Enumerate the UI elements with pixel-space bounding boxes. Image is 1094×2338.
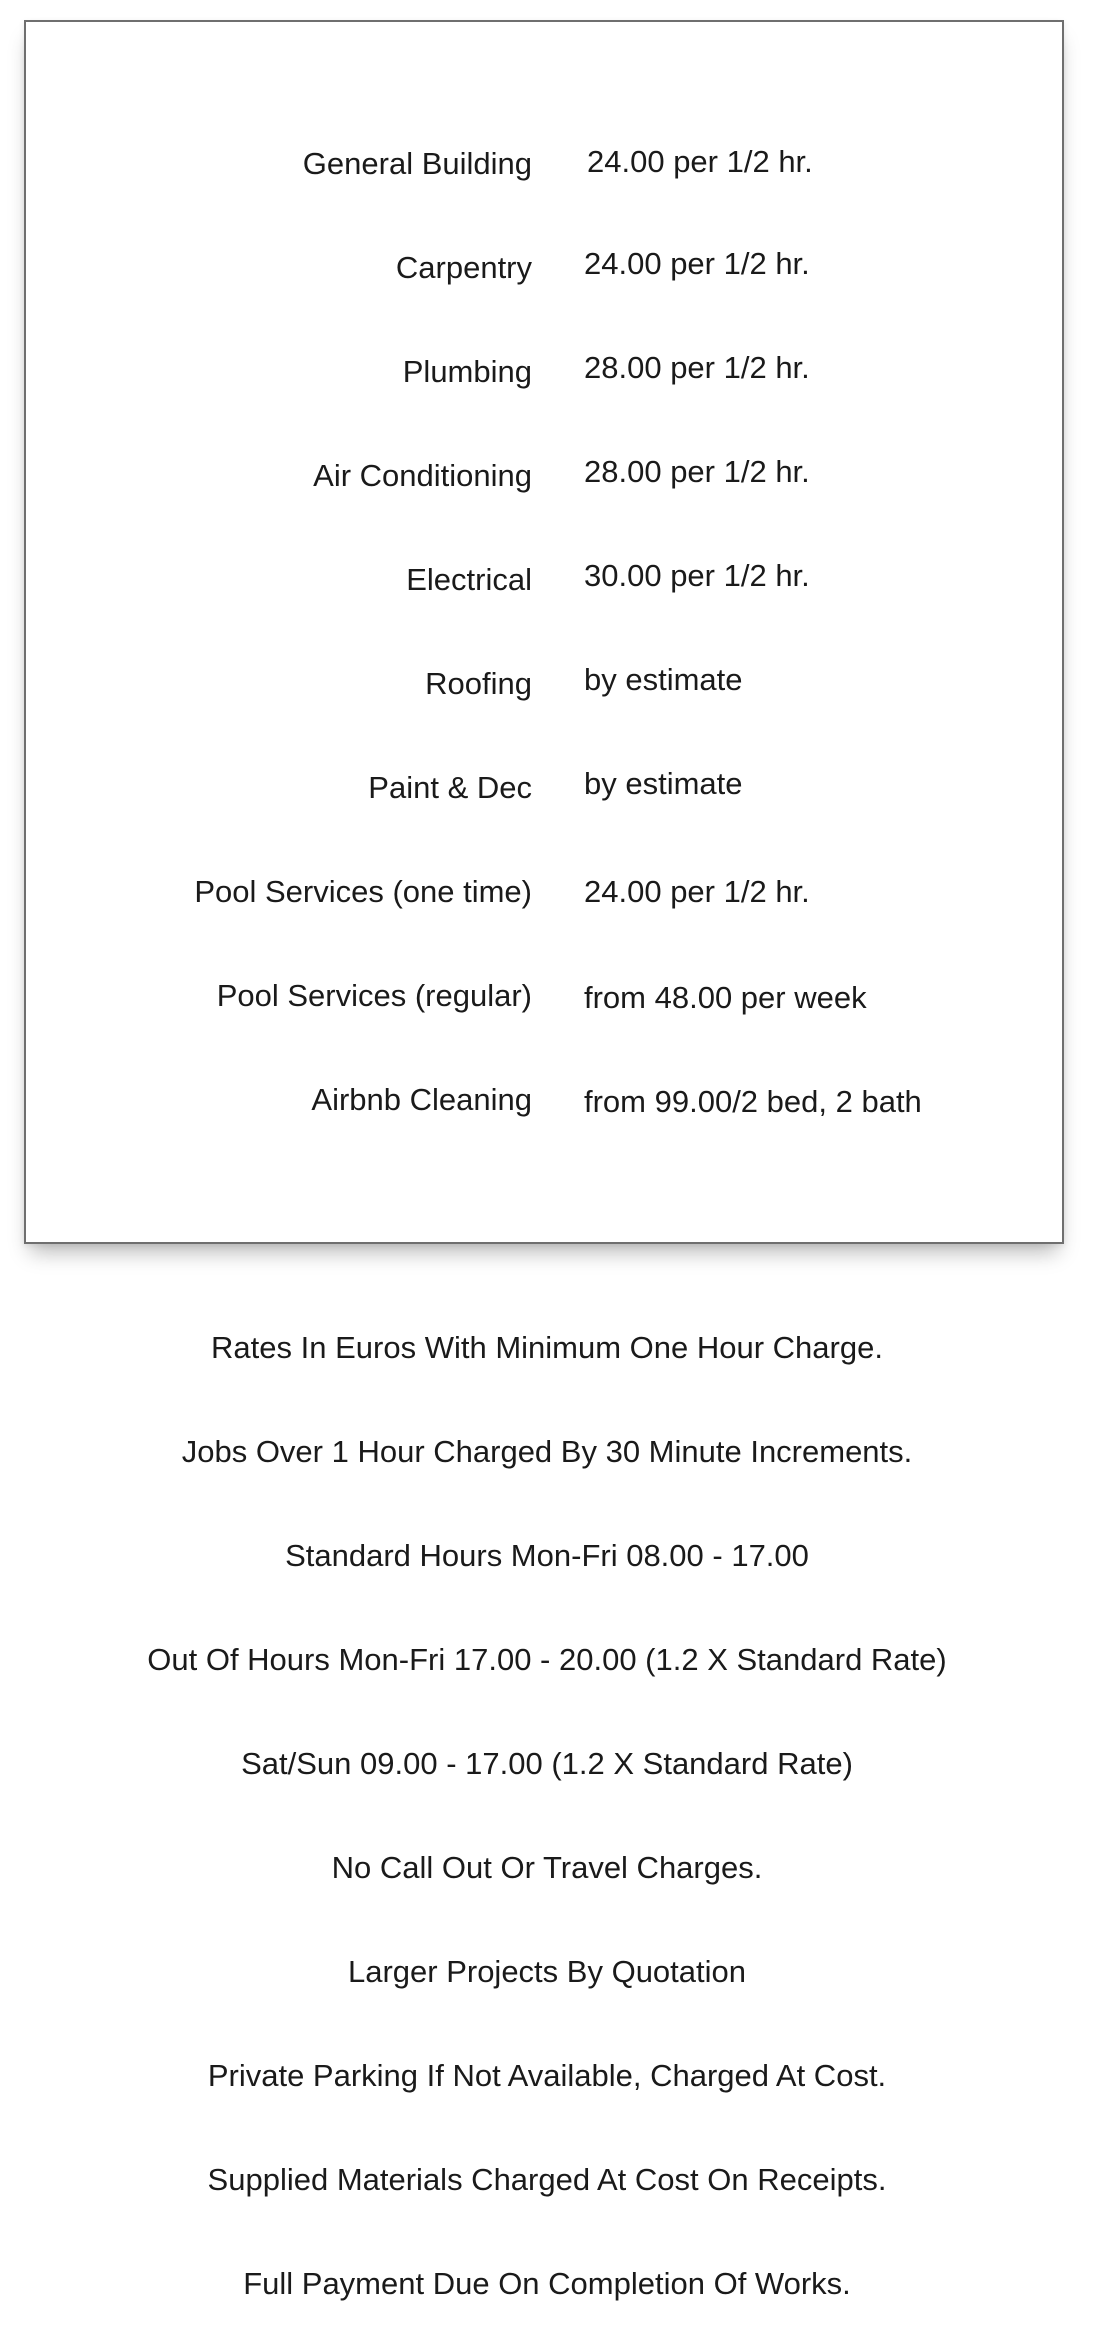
rate-row <box>26 550 1062 610</box>
service-label: General Building <box>302 146 532 181</box>
rates-table <box>24 20 1064 1244</box>
terms-note: Full Payment Due On Completion Of Works. <box>243 2266 851 2301</box>
terms-note: Supplied Materials Charged At Cost On Receipts. <box>207 2162 887 2197</box>
service-price: 28.00 per 1/2 hr. <box>584 350 810 385</box>
service-label: Plumbing <box>402 354 532 389</box>
rate-row <box>26 238 1062 298</box>
service-price: 30.00 per 1/2 hr. <box>584 558 810 593</box>
service-label: Roofing <box>425 666 532 701</box>
service-price: 28.00 per 1/2 hr. <box>584 454 810 489</box>
rate-row <box>26 966 1062 1026</box>
rate-row <box>26 446 1062 506</box>
service-price: 24.00 per 1/2 hr. <box>584 874 810 909</box>
terms-note: Standard Hours Mon-Fri 08.00 - 17.00 <box>285 1538 809 1573</box>
terms-note: Sat/Sun 09.00 - 17.00 (1.2 X Standard Rate) <box>241 1746 853 1781</box>
terms-note: Larger Projects By Quotation <box>347 1954 747 1989</box>
service-label: Airbnb Cleaning <box>311 1082 532 1117</box>
rate-row <box>26 342 1062 402</box>
rate-row <box>26 1070 1062 1130</box>
terms-note: Rates In Euros With Minimum One Hour Charge. <box>211 1330 883 1365</box>
service-label: Paint & Dec <box>368 770 532 805</box>
terms-note: Jobs Over 1 Hour Charged By 30 Minute Increments. <box>181 1434 913 1469</box>
service-label: Pool Services (regular) <box>216 978 532 1013</box>
rate-row <box>26 758 1062 818</box>
rate-row <box>26 134 1062 194</box>
service-label: Pool Services (one time) <box>194 874 532 909</box>
terms-note: No Call Out Or Travel Charges. <box>331 1850 763 1885</box>
service-price: 24.00 per 1/2 hr. <box>584 246 810 281</box>
service-price: by estimate <box>584 662 743 697</box>
service-price: from 48.00 per week <box>584 980 867 1015</box>
service-label: Carpentry <box>395 250 532 285</box>
service-price: by estimate <box>584 766 743 801</box>
service-price: 24.00 per 1/2 hr. <box>587 144 813 179</box>
rate-row <box>26 654 1062 714</box>
service-label: Air Conditioning <box>313 458 532 493</box>
terms-note: Private Parking If Not Available, Charged At Cost. <box>207 2058 887 2093</box>
service-label: Electrical <box>406 562 532 597</box>
service-price: from 99.00/2 bed, 2 bath <box>584 1084 922 1119</box>
terms-note: Out Of Hours Mon-Fri 17.00 - 20.00 (1.2 X Standard Rate) <box>147 1642 947 1677</box>
rate-row <box>26 862 1062 922</box>
